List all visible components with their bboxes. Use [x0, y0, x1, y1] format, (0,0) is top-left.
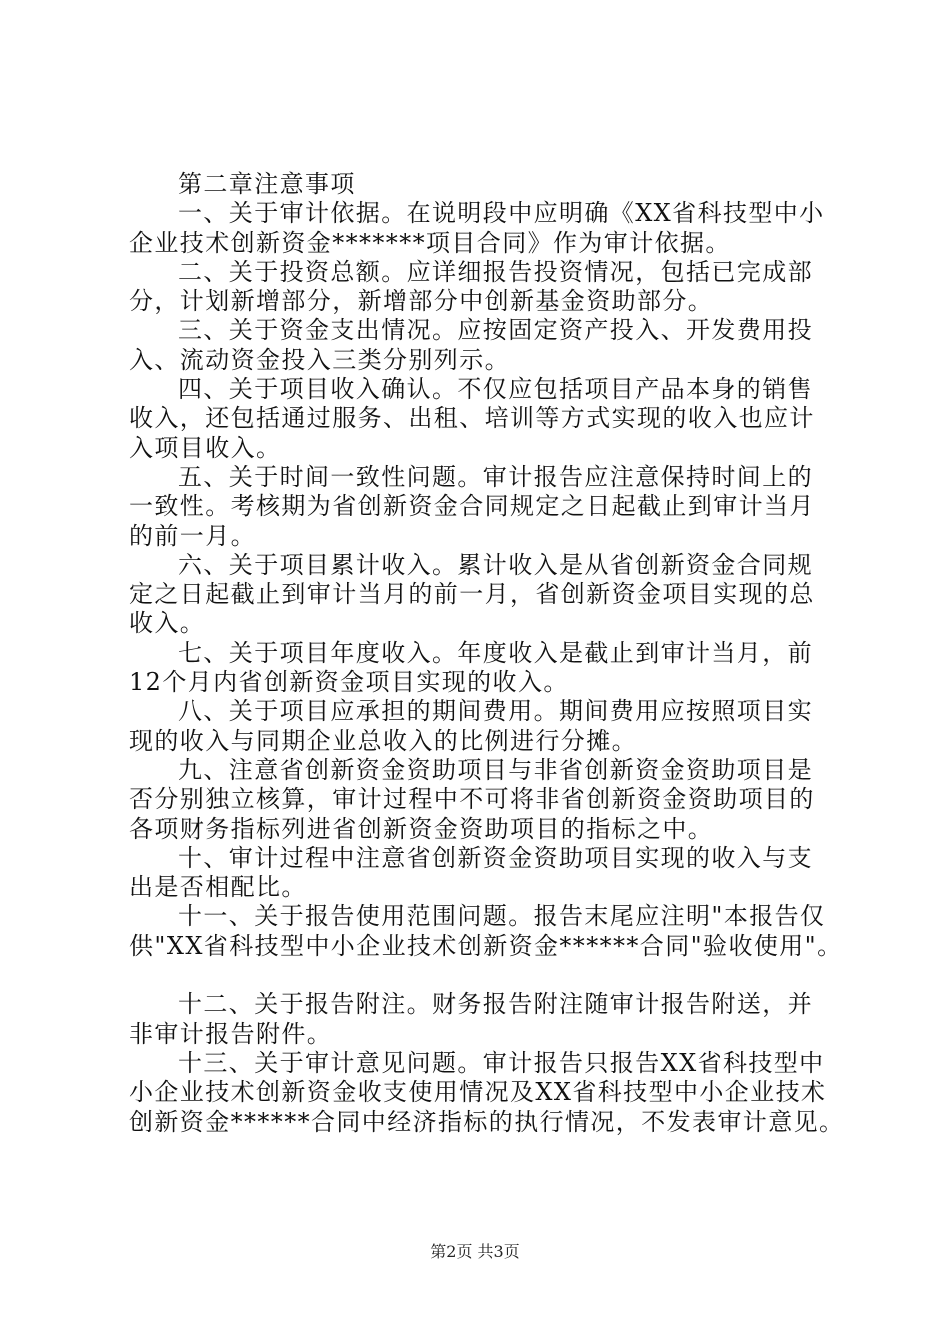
text-line: 出是否相配比。 — [129, 873, 307, 902]
text-line: 创新资金******合同中经济指标的执行情况，不发表审计意见。 — [129, 1107, 845, 1136]
text-line: 三、关于资金支出情况。应按固定资产投入、开发费用投 — [178, 316, 813, 345]
text-line: 入、流动资金投入三类分别列示。 — [129, 345, 510, 374]
text-line: 的前一月。 — [129, 521, 256, 550]
text-line: 一致性。考核期为省创新资金合同规定之日起截止到审计当月 — [129, 492, 815, 521]
text-line: 一、关于审计依据。在说明段中应明确《XX省科技型中小 — [178, 199, 825, 228]
text-line: 十、审计过程中注意省创新资金资助项目实现的收入与支 — [178, 843, 813, 872]
text-line: 供"XX省科技型中小企业技术创新资金******合同"验收使用"。 — [129, 931, 843, 960]
text-line: 第二章注意事项 — [178, 170, 356, 198]
text-line: 小企业技术创新资金收支使用情况及XX省科技型中小企业技术 — [129, 1078, 827, 1107]
text-line: 二、关于投资总额。应详细报告投资情况，包括已完成部 — [178, 257, 813, 286]
text-line: 入项目收入。 — [129, 433, 282, 462]
text-line: 七、关于项目年度收入。年度收入是截止到审计当月，前 — [178, 638, 813, 667]
text-line: 现的收入与同期企业总收入的比例进行分摊。 — [129, 726, 637, 755]
text-line: 企业技术创新资金*******项目合同》作为审计依据。 — [129, 228, 731, 257]
text-line: 五、关于时间一致性问题。审计报告应注意保持时间上的 — [178, 462, 813, 491]
document-body — [129, 170, 845, 1137]
text-line: 否分别独立核算，审计过程中不可将非省创新资金资助项目的 — [129, 785, 815, 814]
text-line: 收入，还包括通过服务、出租、培训等方式实现的收入也应计 — [129, 404, 815, 433]
text-line: 分，计划新增部分，新增部分中创新基金资助部分。 — [129, 287, 714, 316]
text-line: 定之日起截止到审计当月的前一月，省创新资金项目实现的总 — [129, 580, 815, 609]
text-line: 十一、关于报告使用范围问题。报告末尾应注明"本报告仅 — [178, 902, 826, 931]
text-line: 12个月内省创新资金项目实现的收入。 — [129, 668, 569, 697]
text-line: 收入。 — [129, 609, 206, 638]
text-line: 各项财务指标列进省创新资金资助项目的指标之中。 — [129, 814, 714, 843]
text-line: 六、关于项目累计收入。累计收入是从省创新资金合同规 — [178, 550, 813, 579]
text-line: 十三、关于审计意见问题。审计报告只报告XX省科技型中 — [178, 1048, 825, 1077]
blank-line — [129, 961, 829, 990]
text-line: 八、关于项目应承担的期间费用。期间费用应按照项目实 — [178, 697, 813, 726]
page-footer: 第2页 共3页 — [430, 1242, 520, 1261]
text-line: 非审计报告附件。 — [129, 1019, 333, 1048]
text-line: 四、关于项目收入确认。不仅应包括项目产品本身的销售 — [178, 375, 813, 404]
text-line: 九、注意省创新资金资助项目与非省创新资金资助项目是 — [178, 755, 813, 784]
text-line: 十二、关于报告附注。财务报告附注随审计报告附送，并 — [178, 990, 813, 1019]
